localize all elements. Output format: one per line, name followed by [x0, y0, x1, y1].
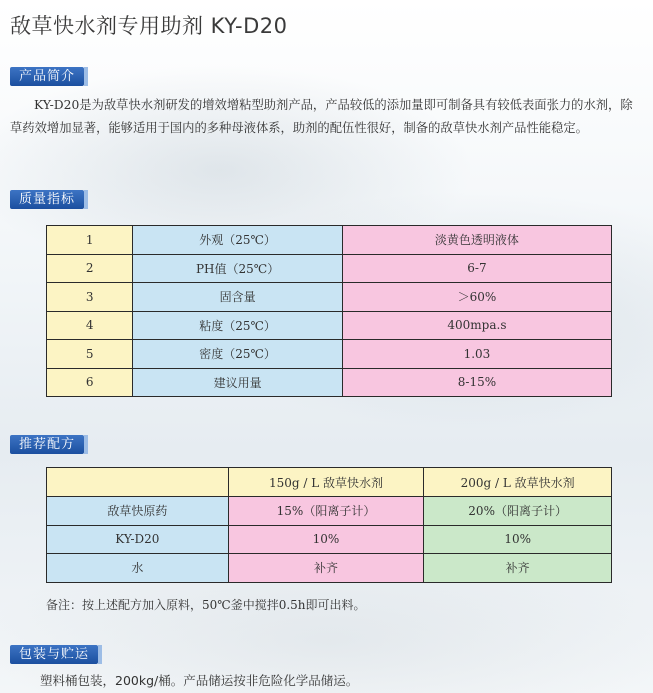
- quality-value-cell: 淡黄色透明液体: [342, 226, 611, 255]
- formula-table: [46, 467, 612, 583]
- quality-no-cell: 2: [47, 254, 133, 283]
- quality-no-cell: 6: [47, 368, 133, 397]
- formula-header-cell: 150g / L 敌草快水剂: [228, 468, 424, 497]
- formula-note: 备注：按上述配方加入原料，50℃釜中搅拌0.5h即可出料。: [46, 598, 366, 612]
- quality-item-cell: 粘度（25℃）: [133, 311, 343, 340]
- formula-row: [47, 525, 612, 554]
- page-title: 敌草快水剂专用助剂 KY-D20: [10, 14, 288, 38]
- formula-header-cell: [47, 468, 229, 497]
- quality-no-cell: 4: [47, 311, 133, 340]
- formula-row: [47, 554, 612, 583]
- formula-value-cell: 15%（阳离子计）: [228, 497, 424, 526]
- section-tag-packaging: 包装与贮运: [10, 645, 98, 664]
- quality-item-cell: 外观（25℃）: [133, 226, 343, 255]
- quality-value-cell: 1.03: [342, 340, 611, 369]
- section-tag-quality: 质量指标: [10, 190, 84, 209]
- formula-value-cell: 补齐: [228, 554, 424, 583]
- quality-row: [47, 254, 612, 283]
- quality-item-cell: PH值（25℃）: [133, 254, 343, 283]
- quality-no-cell: 5: [47, 340, 133, 369]
- quality-no-cell: 1: [47, 226, 133, 255]
- formula-header-cell: 200g / L 敌草快水剂: [424, 468, 612, 497]
- quality-value-cell: 400mpa.s: [342, 311, 611, 340]
- quality-row: [47, 226, 612, 255]
- quality-value-cell: 6-7: [342, 254, 611, 283]
- quality-table: [46, 225, 612, 397]
- quality-value-cell: ＞60%: [342, 283, 611, 312]
- quality-row: [47, 340, 612, 369]
- formula-value-cell: 20%（阳离子计）: [424, 497, 612, 526]
- formula-value-cell: 10%: [228, 525, 424, 554]
- formula-value-cell: 10%: [424, 525, 612, 554]
- section-tag-intro: 产品简介: [10, 67, 84, 86]
- formula-ingredient-cell: KY-D20: [47, 525, 229, 554]
- section-tag-formula: 推荐配方: [10, 435, 84, 454]
- formula-value-cell: 补齐: [424, 554, 612, 583]
- intro-paragraph: KY-D20是为敌草快水剂研发的增效增粘型助剂产品，产品较低的添加量即可制备具有较低表面张力的水剂，除草药效增加显著，能够适用于国内的多种母液体系，助剂的配伍性很好，制备的敌草快水剂产品性能稳定。: [10, 98, 633, 135]
- quality-no-cell: 3: [47, 283, 133, 312]
- quality-row: [47, 368, 612, 397]
- quality-item-cell: 密度（25℃）: [133, 340, 343, 369]
- quality-row: [47, 311, 612, 340]
- formula-ingredient-cell: 敌草快原药: [47, 497, 229, 526]
- quality-item-cell: 固含量: [133, 283, 343, 312]
- formula-header-row: [47, 468, 612, 497]
- formula-row: [47, 497, 612, 526]
- quality-value-cell: 8-15%: [342, 368, 611, 397]
- packaging-text: 塑料桶包装，200kg/桶。产品储运按非危险化学品储运。: [40, 673, 359, 688]
- quality-row: [47, 283, 612, 312]
- quality-item-cell: 建议用量: [133, 368, 343, 397]
- formula-ingredient-cell: 水: [47, 554, 229, 583]
